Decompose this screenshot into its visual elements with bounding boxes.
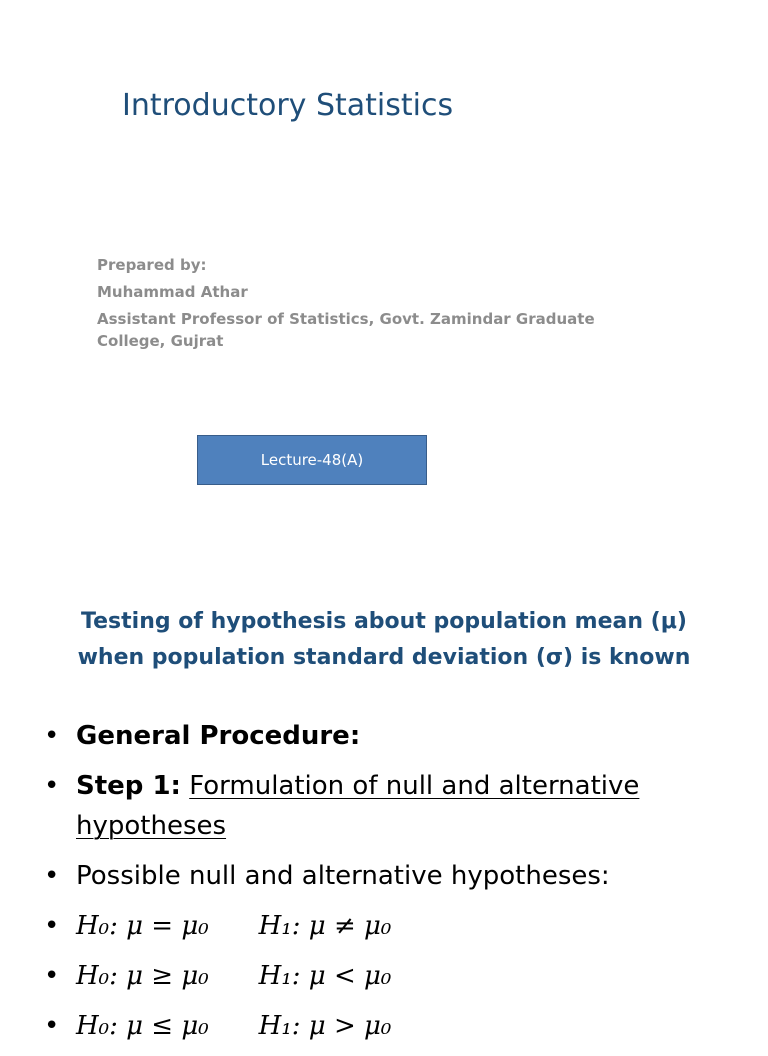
bullet-icon: •	[44, 961, 60, 991]
bullet-list	[44, 716, 744, 1056]
null-hypothesis: H₀: μ ≥ μ₀	[76, 961, 209, 991]
list-item-hypothesis-pair	[44, 906, 744, 946]
bullet-icon: •	[44, 861, 60, 891]
possible-hypotheses-text: Possible null and alternative hypotheses:	[76, 861, 610, 891]
author-name: Muhammad Athar	[97, 283, 248, 301]
lecture-button[interactable]: Lecture-48(A)	[197, 435, 427, 485]
list-item-hypothesis-pair	[44, 1006, 744, 1046]
step1-text: Formulation of null and alternative hypotheses	[76, 771, 640, 841]
credits-block	[97, 254, 657, 352]
bullet-icon: •	[44, 911, 60, 941]
heading-line-1: Testing of hypothesis about population mean (μ)	[81, 609, 687, 634]
alternative-hypothesis: H₁: μ ≠ μ₀	[258, 911, 392, 941]
alternative-hypothesis: H₁: μ < μ₀	[258, 961, 392, 991]
step1-label: Step 1:	[76, 771, 181, 801]
null-hypothesis: H₀: μ = μ₀	[76, 911, 209, 941]
list-item-possible	[44, 856, 744, 896]
list-item-general-procedure	[44, 716, 744, 756]
content-slide	[0, 560, 768, 1041]
bullet-icon: •	[44, 1011, 60, 1041]
slide-title: Introductory Statistics	[122, 88, 454, 123]
prepared-by-label: Prepared by:	[97, 256, 207, 274]
author-affiliation: Assistant Professor of Statistics, Govt. Zamindar Graduate College, Gujrat	[97, 310, 595, 350]
bullet-icon: •	[44, 771, 60, 801]
slide-heading	[0, 604, 768, 676]
heading-line-2: when population standard deviation (σ) is known	[77, 645, 691, 670]
list-item-hypothesis-pair	[44, 956, 744, 996]
bullet-icon: •	[44, 721, 60, 751]
list-item-step1	[44, 766, 744, 846]
general-procedure-text: General Procedure:	[76, 721, 361, 751]
null-hypothesis: H₀: μ ≤ μ₀	[76, 1011, 209, 1041]
alternative-hypothesis: H₁: μ > μ₀	[258, 1011, 392, 1041]
